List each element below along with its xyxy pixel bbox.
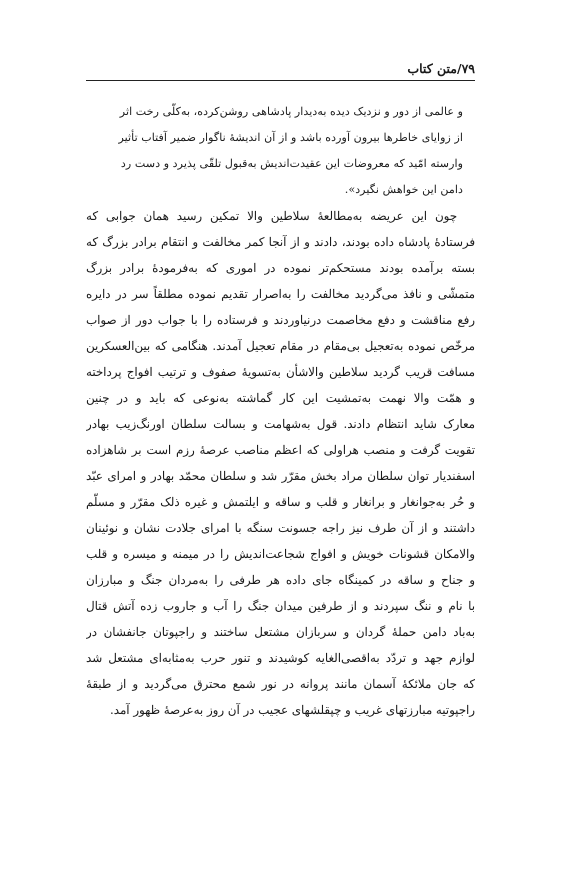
paragraph-line: راجپوتیه مبارزتهای غریب و چپقلشهای عجیب در آن روز بەعرصهٔ ظهور آمد.: [110, 703, 475, 717]
header-rule: [86, 80, 475, 81]
paragraph-line: مرخّص نموده بەتعجیل بی‌مقام در مقام تعجیل آمدند. هنگامی که بین‌العسکرین: [86, 339, 475, 353]
paragraph-line: و جناح و ساقه در کمینگاه جای داده هر طرفی را بەمردان جنگ و مبارزان: [86, 573, 475, 587]
quote-line: از زوایای خاطرها بیرون آورده باشد و از آن اندیشهٔ ناگوار ضمیر آفتاب تأثیر: [118, 131, 463, 144]
paragraph-line: بەباد دامن حملهٔ گردان و سربازان مشتعل ساختند و راجپوتان جانفشان در: [86, 625, 475, 639]
paragraph-line: معارک شاید انتظام دادند. قول بەشهامت و بسالت سلطان اورنگ‌زیب بهادر: [86, 417, 475, 431]
paragraph-line: و حُر بەجوانغار و برانغار و قلب و ساقه و ایلتمش و غیره ذلک مقرّر و مسلّم: [86, 495, 475, 509]
body-text: [86, 99, 475, 723]
paragraph-line: بسته برآمده بودند مستحکم‌تر نموده در اموری که بەفرمودهٔ برادر بزرگ: [86, 261, 475, 275]
paragraph-line: لوازم جهد و تردّد بەاقصی‌الغایه کوشیدند و تنور حرب بەمثابه‌ای مشتعل شد: [86, 651, 475, 665]
paragraph-line: که جان ملائکهٔ آسمان مانند پروانه در نور شمع محترق می‌گردید و از طبقهٔ: [86, 677, 475, 691]
paragraph-line: والامکان قشونات خویش و افواج شجاعت‌اندیش را در میمنه و میسره و قلب: [86, 547, 475, 561]
quoted-passage: [86, 99, 475, 203]
paragraph-line: با نام و ننگ سپردند و از طرفین میدان جنگ را آب و جاروب زده آتش قتال: [86, 599, 475, 613]
quote-line: دامن این خواهش نگیرد».: [344, 183, 463, 196]
paragraph-line: مسافت قریب گردید سلاطین والاشأن بەتسویهٔ صفوف و ترتیب افواج پرداخته: [86, 365, 475, 379]
running-head: ۷۹/متن کتاب: [407, 61, 475, 76]
paragraph-line: چون این عریضه بەمطالعهٔ سلاطین والا تمکین رسید همان جوابی که: [86, 209, 457, 223]
paragraph-line: متمشّی و نافذ می‌گردید مخالفت را بەاصرار تقدیم نموده مطلقاً سر در دایره: [86, 287, 475, 301]
main-paragraph: [86, 203, 475, 723]
paragraph-line: اسفندیار توان سلطان مراد بخش مقرّر شد و سلطان محمّد بهادر و امرای عبّد: [86, 469, 475, 483]
quote-line: و عالمی از دور و نزدیک دیده بەدیدار پادشاهی روشن‌کرده، بەکلّی رخت اثر: [119, 105, 463, 118]
paragraph-line: رفع مناقشت و دفع مخاصمت درنیاوردند و فرستاده را با جواب دور از صواب: [86, 313, 475, 327]
paragraph-line: و همّت والا نهمت بەتمشیت این کار گماشته بەنوعی که باید و در چنین: [86, 391, 475, 405]
paragraph-line: فرستادهٔ پادشاه داده بودند، دادند و از آنجا کمر مخالفت و انتقام برادر بزرگ که: [86, 235, 475, 249]
quote-line: وارسته امّید که معروضات این عقیدت‌اندیش بەقبول تلقّی پذیرد و دست رد: [120, 157, 463, 170]
paragraph-line: تقویت گرفت و منصب هراولی که اعظم مناصب عرصهٔ رزم است بر شاهزاده: [86, 443, 475, 457]
paragraph-line: داشتند و از آن طرف نیز راجه جسونت سنگه با امرای جلادت نشان و نوئینان: [86, 521, 475, 535]
